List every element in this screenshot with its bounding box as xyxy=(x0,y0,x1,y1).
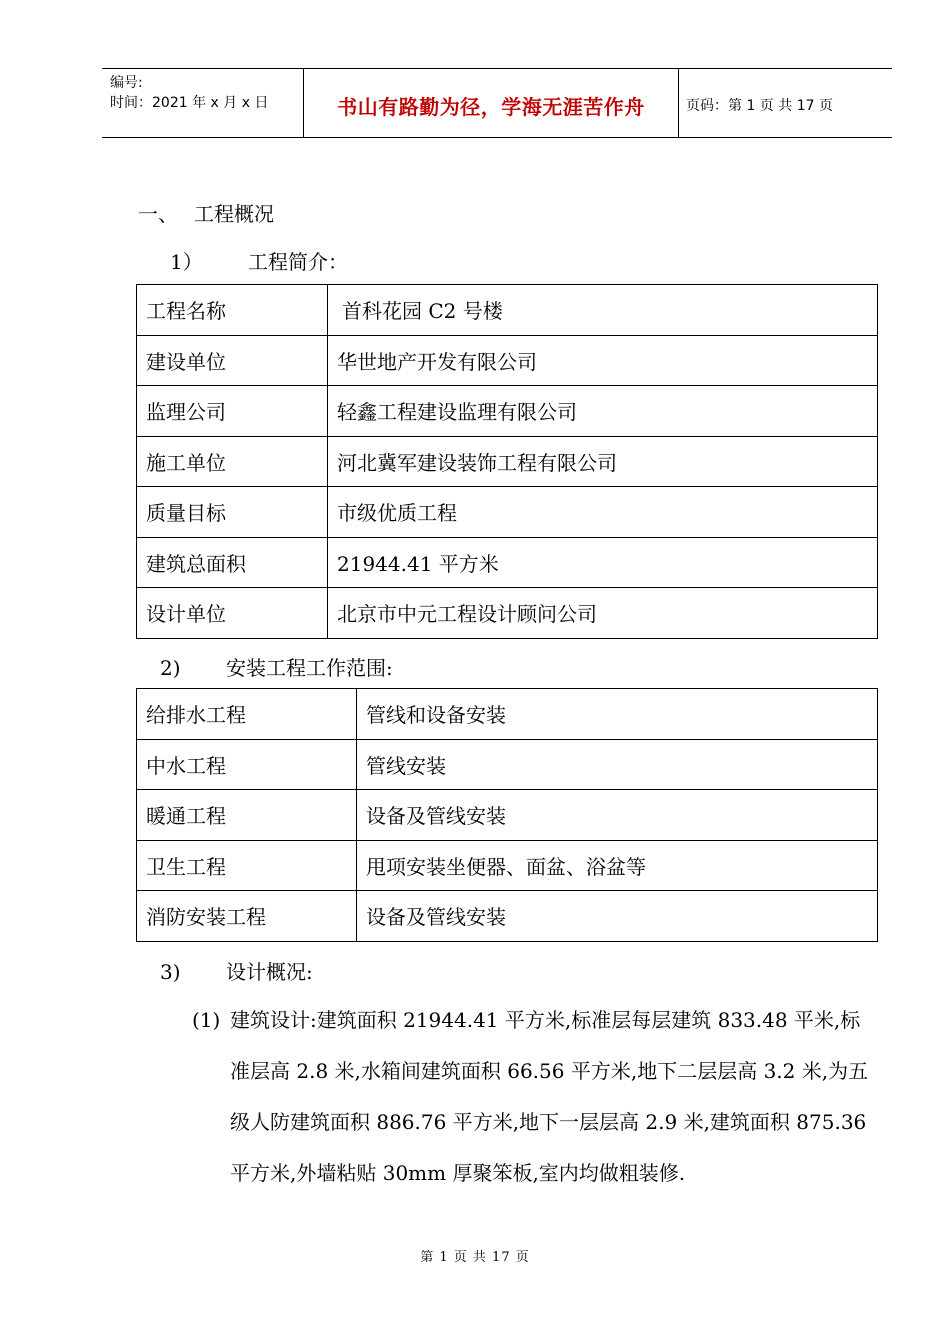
design-paragraph xyxy=(192,995,872,1199)
subsection-heading-2 xyxy=(160,652,393,681)
row-label: 建设单位 xyxy=(137,335,328,386)
row-value: 甩项安装坐便器、面盆、浴盆等 xyxy=(357,840,878,891)
row-value: 轻鑫工程建设监理有限公司 xyxy=(328,386,878,437)
project-info-table xyxy=(136,284,878,639)
number-label: 编号: xyxy=(110,75,143,91)
row-value: 设备及管线安装 xyxy=(357,891,878,942)
row-value: 市级优质工程 xyxy=(328,487,878,538)
table-row xyxy=(137,689,878,740)
section-number: 一、 xyxy=(138,202,178,226)
row-value: 首科花园 C2 号楼 xyxy=(328,285,878,336)
row-label: 暖通工程 xyxy=(137,790,357,841)
subsection-title: 安装工程工作范围: xyxy=(226,656,393,680)
row-value: 管线和设备安装 xyxy=(357,689,878,740)
section-heading xyxy=(138,198,274,227)
table-row xyxy=(137,487,878,538)
table-row xyxy=(137,436,878,487)
row-value: 北京市中元工程设计顾问公司 xyxy=(328,588,878,639)
row-value: 管线安装 xyxy=(357,739,878,790)
header-page-info: 页码：第 1 页 共 17 页 xyxy=(686,98,833,114)
table-row xyxy=(137,891,878,942)
table-row xyxy=(137,537,878,588)
table-row xyxy=(137,790,878,841)
header-motto: 书山有路勤为径，学海无涯苦作舟 xyxy=(337,95,645,119)
row-label: 工程名称 xyxy=(137,285,328,336)
page-footer: 第 1 页 共 17 页 xyxy=(420,1250,530,1265)
row-label: 建筑总面积 xyxy=(137,537,328,588)
row-label: 给排水工程 xyxy=(137,689,357,740)
table-row xyxy=(137,335,878,386)
header-divider xyxy=(678,69,679,137)
section-title: 工程概况 xyxy=(194,202,274,226)
row-value: 设备及管线安装 xyxy=(357,790,878,841)
row-label: 卫生工程 xyxy=(137,840,357,891)
subsection-heading-3 xyxy=(160,956,313,985)
row-label: 质量目标 xyxy=(137,487,328,538)
subsection-title: 设计概况: xyxy=(226,960,313,984)
subsection-number: 1） xyxy=(170,250,203,274)
subsection-title: 工程简介： xyxy=(248,250,348,274)
row-label: 监理公司 xyxy=(137,386,328,437)
row-value: 华世地产开发有限公司 xyxy=(328,335,878,386)
subsection-number: 3) xyxy=(160,960,181,984)
table-row xyxy=(137,386,878,437)
table-row xyxy=(137,285,878,336)
row-value: 河北冀军建设装饰工程有限公司 xyxy=(328,436,878,487)
time-label: 时间：2021 年 x 月 x 日 xyxy=(110,95,269,111)
installation-scope-table xyxy=(136,688,878,942)
row-label: 设计单位 xyxy=(137,588,328,639)
paragraph-text: 建筑设计:建筑面积 21944.41 平方米,标准层每层建筑 833.48 平米,标准层高 2.8 米,水箱间建筑面积 66.56 平方米,地下二层层高 3.2 米,为五级人防建筑面积 886.76 平方米,地下一层层高 2.9 米,建筑面积 875.36 平方米,外墙粘贴 30mm 厚聚笨板,室内均做粗装修. xyxy=(230,1008,869,1185)
row-label: 施工单位 xyxy=(137,436,328,487)
table-row xyxy=(137,588,878,639)
row-label: 消防安装工程 xyxy=(137,891,357,942)
subsection-number: 2) xyxy=(160,656,181,680)
row-value: 21944.41 平方米 xyxy=(328,537,878,588)
page-header xyxy=(102,68,892,138)
table-row xyxy=(137,840,878,891)
row-label: 中水工程 xyxy=(137,739,357,790)
paragraph-label: (1) xyxy=(192,1008,221,1032)
table-row xyxy=(137,739,878,790)
subsection-heading-1 xyxy=(170,246,348,275)
header-meta xyxy=(110,73,268,113)
